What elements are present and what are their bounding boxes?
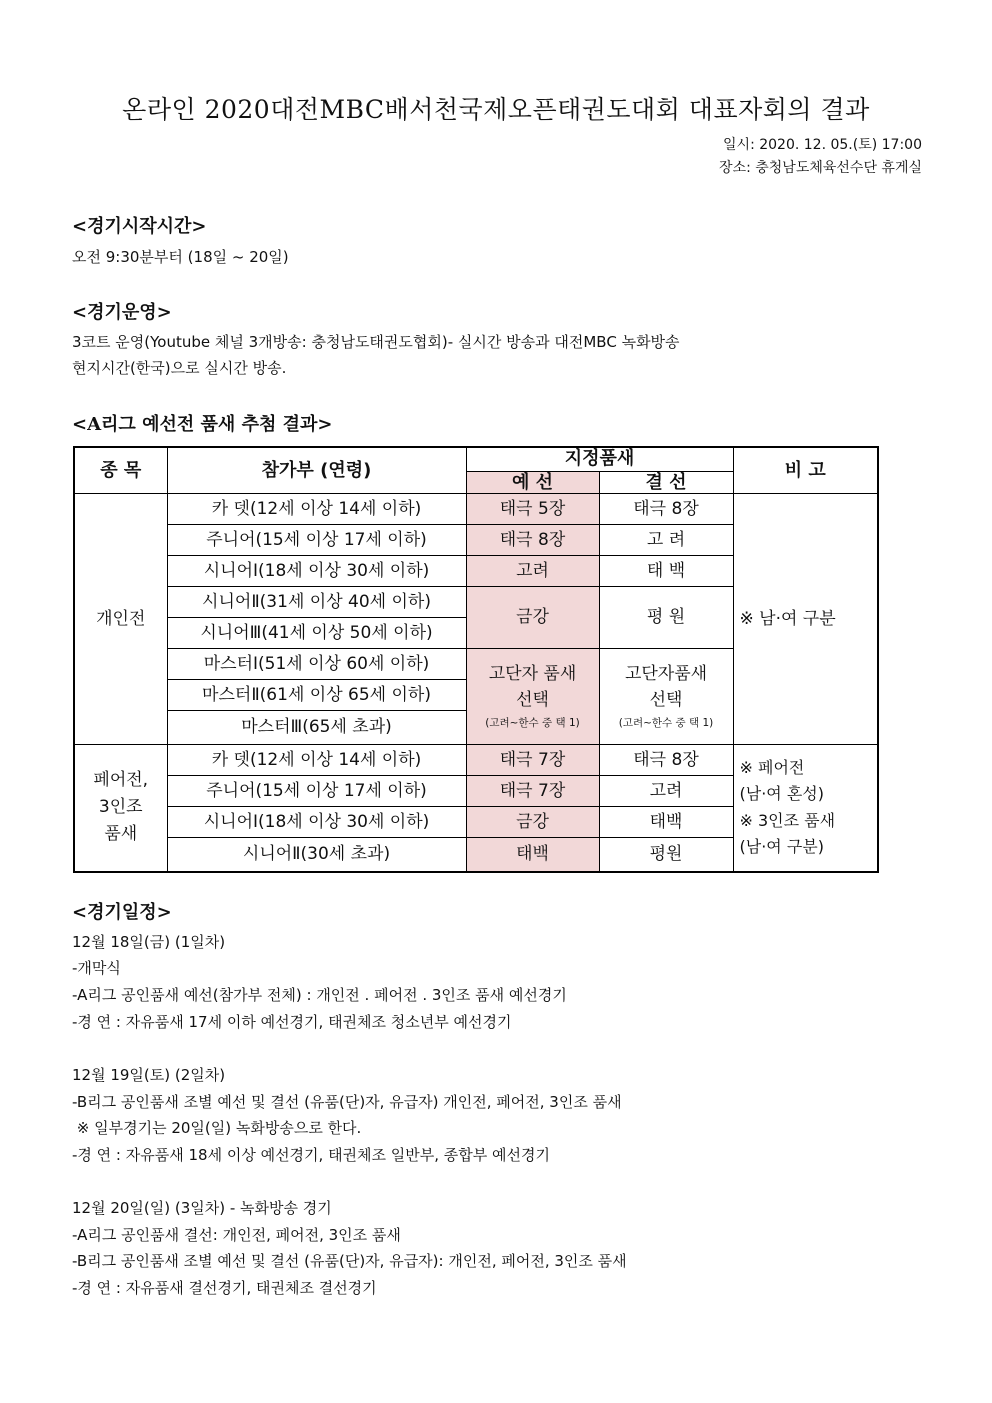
final-cell [599,649,733,745]
prelim-cell: 태극 8장 [466,525,599,556]
division-cell: 시니어Ⅱ(30세 초과) [167,838,466,872]
final-cell: 고려 [599,776,733,807]
final-master-line1: 고단자품새 [624,663,708,684]
header-poomsae: 지정품새 [466,447,733,471]
day2-item-1: -B리그 공인품새 조별 예선 및 결선 (유품(단)자, 유급자) 개인전, 페어전, 3인조 품새 [72,1093,622,1111]
prelim-master-line2: 선택 [516,690,549,711]
operation-line-1: 3코트 운영(Youtube 체널 3개방송: 충청남도태권도협회)- 실시간 방송과 대전MBC 녹화방송 [72,333,680,351]
header-division: 참가부 (연령) [167,447,466,494]
division-cell: 마스터Ⅱ(61세 이상 65세 이하) [167,680,466,711]
document-title: 온라인 2020대전MBC배서천국제오픈태권도대회 대표자회의 결과 [122,95,870,124]
pair-remark-line1: ※ 페어전 [739,758,805,778]
pair-remark-line3: ※ 3인조 품새 [739,810,836,830]
day1-item-3: -경 연 : 자유품새 17세 이하 예선경기, 태권체조 청소년부 예선경기 [72,1013,512,1031]
division-cell: 카 뎃(12세 이상 14세 이하) [167,494,466,525]
table-row [74,494,878,525]
day3-item-1: -A리그 공인품새 결선: 개인전, 페어전, 3인조 품새 [72,1226,401,1244]
day1-item-1: -개막식 [72,959,121,977]
division-cell: 시니어Ⅲ(41세 이상 50세 이하) [167,618,466,649]
division-cell: 주니어(15세 이상 17세 이하) [167,776,466,807]
final-master-note: (고려~한수 중 택 1) [618,716,714,729]
header-final: 결 선 [599,471,733,494]
pair-label-line2: 3인조 [98,797,143,818]
division-cell: 주니어(15세 이상 17세 이하) [167,525,466,556]
prelim-cell: 태백 [466,838,599,872]
day1-date: 12월 18일(금) (1일차) [72,933,226,951]
pair-remark-line4: (남·여 구분) [739,837,824,857]
division-cell: 카 뎃(12세 이상 14세 이하) [167,745,466,776]
operation-line-2: 현지시간(한국)으로 실시간 방송. [72,359,287,377]
pair-remark [733,745,878,872]
prelim-cell: 태극 7장 [466,776,599,807]
prelim-master-line1: 고단자 품새 [488,663,577,684]
header-prelim: 예 선 [466,471,599,494]
division-cell: 시니어Ⅱ(31세 이상 40세 이하) [167,587,466,618]
final-cell: 고 려 [599,525,733,556]
start-time-text: 오전 9:30분부터 (18일 ~ 20일) [72,248,289,266]
day1-item-2: -A리그 공인품새 예선(참가부 전체) : 개인전 . 페어전 . 3인조 품새 예선경기 [72,986,567,1004]
division-cell: 마스터Ⅰ(51세 이상 60세 이하) [167,649,466,680]
pair-label [74,745,167,872]
division-cell: 시니어Ⅰ(18세 이상 30세 이하) [167,556,466,587]
meeting-place: 장소: 충청남도체육선수단 휴게실 [719,160,922,176]
prelim-cell: 태극 7장 [466,745,599,776]
pair-remark-line2: (남·여 혼성) [739,784,824,804]
draw-results-table [73,446,879,873]
division-cell: 시니어Ⅰ(18세 이상 30세 이하) [167,807,466,838]
day3-date: 12월 20일(일) (3일차) - 녹화방송 경기 [72,1199,332,1217]
schedule-heading: <경기일정> [72,902,172,923]
header-remarks: 비 고 [733,447,878,494]
operation-heading: <경기운영> [72,302,172,323]
pair-label-line1: 페어전, [93,770,149,791]
individual-label: 개인전 [74,494,167,745]
day2-item-2: ※ 일부경기는 20일(일) 녹화방송으로 한다. [72,1119,362,1137]
prelim-cell [466,649,599,745]
final-cell: 태 백 [599,556,733,587]
final-cell: 태극 8장 [599,494,733,525]
pair-label-line3: 품새 [104,824,138,845]
prelim-cell: 태극 5장 [466,494,599,525]
prelim-master-note: (고려~한수 중 택 1) [485,716,580,729]
draw-heading: <A리그 예선전 품새 추첨 결과> [72,414,333,435]
header-event: 종 목 [74,447,167,494]
prelim-cell: 금강 [466,807,599,838]
final-cell: 태극 8장 [599,745,733,776]
individual-remark: ※ 남·여 구분 [733,494,878,745]
final-cell: 태백 [599,807,733,838]
start-time-heading: <경기시작시간> [72,216,207,237]
table-row [74,745,878,776]
final-cell: 평 원 [599,587,733,649]
day2-item-3: -경 연 : 자유품새 18세 이상 예선경기, 태권체조 일반부, 종합부 예선경기 [72,1146,551,1164]
meeting-date: 일시: 2020. 12. 05.(토) 17:00 [723,137,922,153]
prelim-cell: 금강 [466,587,599,649]
division-cell: 마스터Ⅲ(65세 초과) [167,711,466,745]
day2-date: 12월 19일(토) (2일차) [72,1066,226,1084]
day3-item-2: -B리그 공인품새 조별 예선 및 결선 (유품(단)자, 유급자): 개인전, 페어전, 3인조 품새 [72,1252,627,1270]
day3-item-3: -경 연 : 자유품새 결선경기, 태권체조 결선경기 [72,1279,377,1297]
final-master-line2: 선택 [649,690,683,711]
final-cell: 평원 [599,838,733,872]
prelim-cell: 고려 [466,556,599,587]
